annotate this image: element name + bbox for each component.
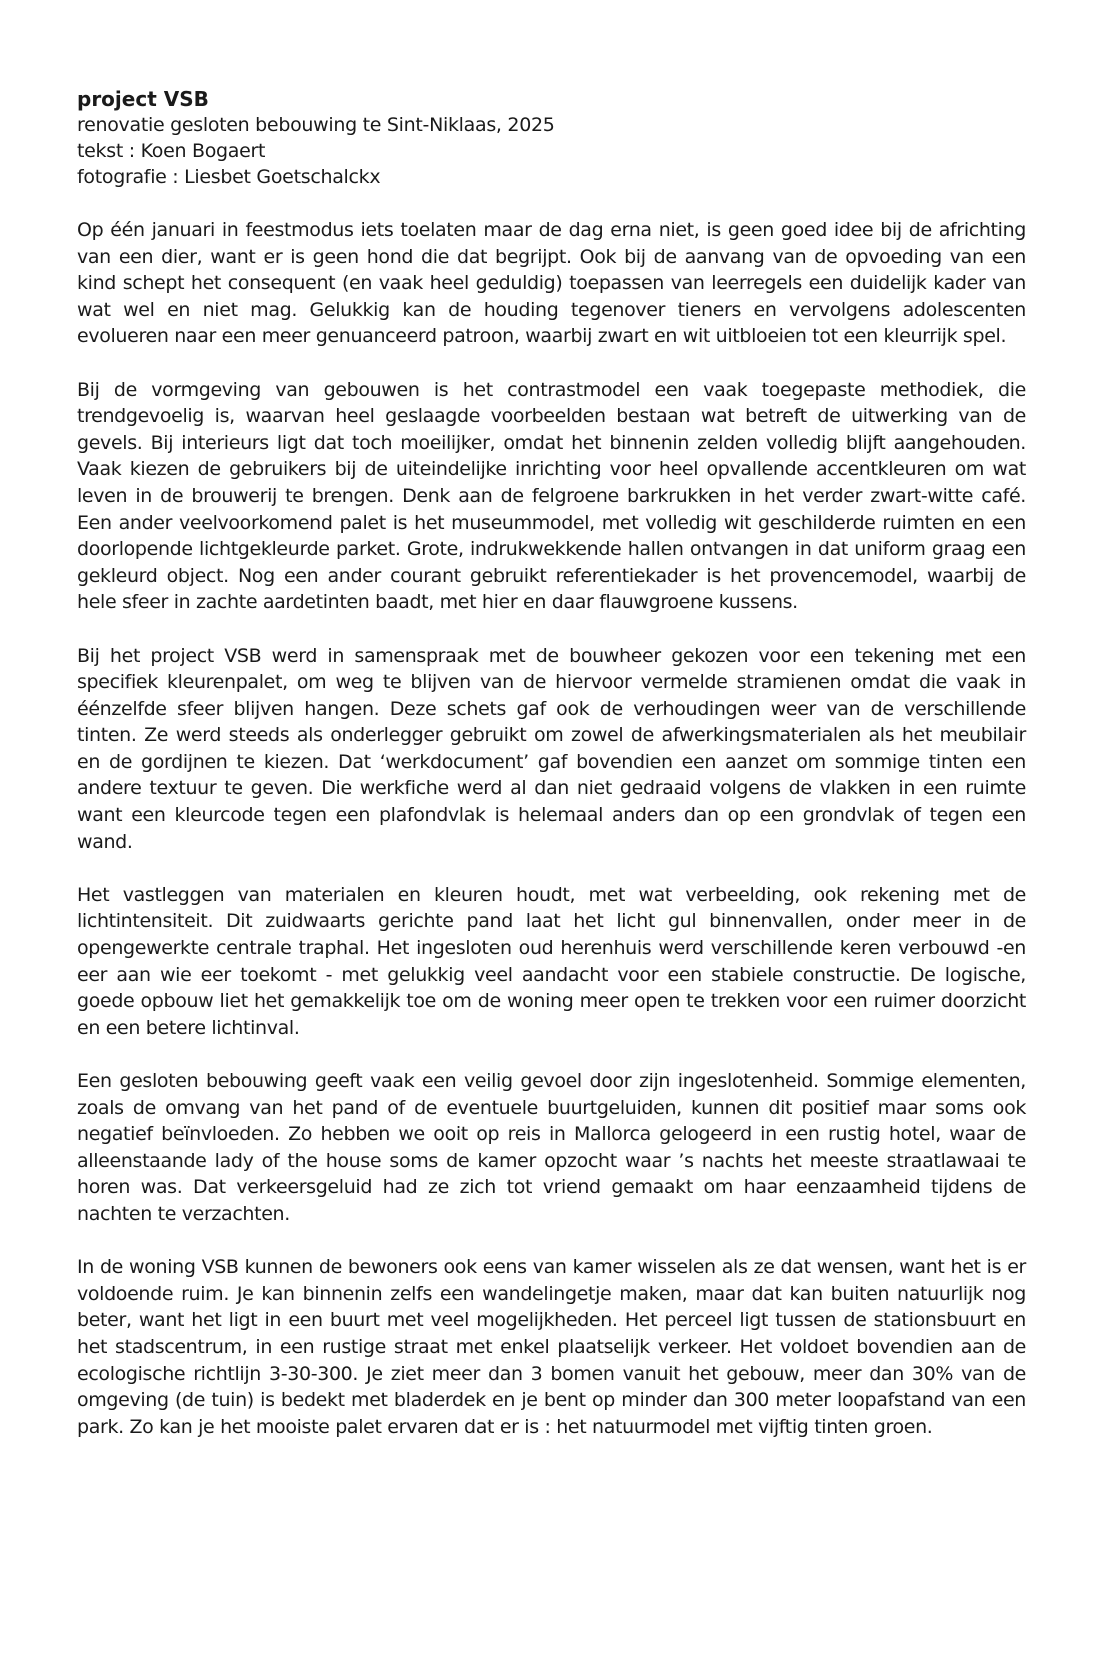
document-page — [77, 86, 1049, 1467]
paragraph: Op één januari in feestmodus iets toelaten maar de dag erna niet, is geen goed idee bij de africhting van een dier, want er is geen hond die dat begrijpt. Ook bij de aanvang van de opvoeding van een kind schept het consequent (en vaak heel geduldig) toepassen van leerregels een duidelijk kader van wat wel en niet mag. Gelukkig kan de houding tegenover tieners en vervolgens adolescenten evolueren naar een meer genuanceerd patroon, waarbij zwart en wit uitbloeien tot een kleurrijk spel. — [77, 219, 1026, 348]
paragraph: In de woning VSB kunnen de bewoners ook eens van kamer wisselen als ze dat wensen, want het is er voldoende ruim. Je kan binnenin zelfs een wandelingetje maken, maar dat kan buiten natuurlijk nog beter, want het ligt in een buurt met veel mogelijkheden. Het perceel ligt tussen de stationsbuurt en het stadscentrum, in een rustige straat met enkel plaatselijk verkeer. Het voldoet bovendien aan de ecologische richtlijn 3-30-300. Je ziet meer dan 3 bomen vanuit het gebouw, meer dan 30% van de omgeving (de tuin) is bedekt met bladerdek en je bent op minder dan 300 meter loopafstand van een park. Zo kan je het mooiste palet ervaren dat er is : het natuurmodel met vijftig tinten groen. — [77, 1256, 1026, 1438]
article-header — [77, 86, 1026, 190]
paragraph: Een gesloten bebouwing geeft vaak een veilig gevoel door zijn ingeslotenheid. Sommige elementen, zoals de omvang van het pand of de eventuele buurtgeluiden, kunnen dit positief maar soms ook negatief beïnvloeden. Zo hebben we ooit op reis in Mallorca gelogeerd in een rustig hotel, waar de alleenstaande lady of the house soms de kamer opzocht waar ’s nachts het meeste straatlawaai te horen was. Dat verkeersgeluid had ze zich tot vriend gemaakt om haar eenzaamheid tijdens de nachten te verzachten. — [77, 1070, 1026, 1225]
paragraph: Het vastleggen van materialen en kleuren houdt, met wat verbeelding, ook rekening met de lichtintensiteit. Dit zuidwaarts gerichte pand laat het licht gul binnenvallen, onder meer in de opengewerkte centrale traphal. Het ingesloten oud herenhuis werd verschillende keren verbouwd -en eer aan wie eer toekomt - met gelukkig veel aandacht voor een stabiele constructie. De logische, goede opbouw liet het gemakkelijk toe om de woning meer open te trekken voor een ruimer doorzicht en een betere lichtinval. — [77, 883, 1026, 1039]
article-body — [77, 217, 1049, 1440]
article-title: project VSB — [77, 87, 209, 111]
text-credit: tekst : Koen Bogaert — [77, 140, 266, 162]
paragraph: Bij het project VSB werd in samenspraak met de bouwheer gekozen voor een tekening met een specifiek kleurenpalet, om weg te blijven van de hiervoor vermelde stramienen omdat die vaak in éénzelfde sfeer blijven hangen. Deze schets gaf ook de verhoudingen weer van de verschillende tinten. Ze werd steeds als onderlegger gebruikt om zowel de afwerkingsmaterialen als het meubilair en de gordijnen te kiezen. Dat ‘werkdocument’ gaf bovendien een aanzet om sommige tinten een andere textuur te geven. Die werkfiche werd al dan niet gedraaid volgens de vlakken in een ruimte want een kleurcode tegen een plafondvlak is helemaal anders dan op een grondvlak of tegen een wand. — [77, 644, 1026, 853]
paragraph: Bij de vormgeving van gebouwen is het contrastmodel een vaak toegepaste methodiek, die trendgevoelig is, waarvan heel geslaagde voorbeelden bestaan wat betreft de uitwerking van de gevels. Bij interieurs ligt dat toch moeilijker, omdat het binnenin zelden volledig blijft aangehouden. Vaak kiezen de gebruikers bij de uiteindelijke inrichting voor heel opvallende accentkleuren om wat leven in de brouwerij te brengen. Denk aan de felgroene barkrukken in het verder zwart-witte café. Een ander veelvoorkomend palet is het museummodel, met volledig wit geschilderde ruimten en een doorlopende lichtgekleurde parket. Grote, indrukwekkende hallen ontvangen in dat uniform graag een gekleurd object. Nog een ander courant gebruikt referentiekader is het provencemodel, waarbij de hele sfeer in zachte aardetinten baadt, met hier en daar flauwgroene kussens. — [77, 378, 1049, 614]
article-subtitle: renovatie gesloten bebouwing te Sint-Niklaas, 2025 — [77, 114, 555, 136]
photo-credit: fotografie : Liesbet Goetschalckx — [77, 166, 381, 188]
